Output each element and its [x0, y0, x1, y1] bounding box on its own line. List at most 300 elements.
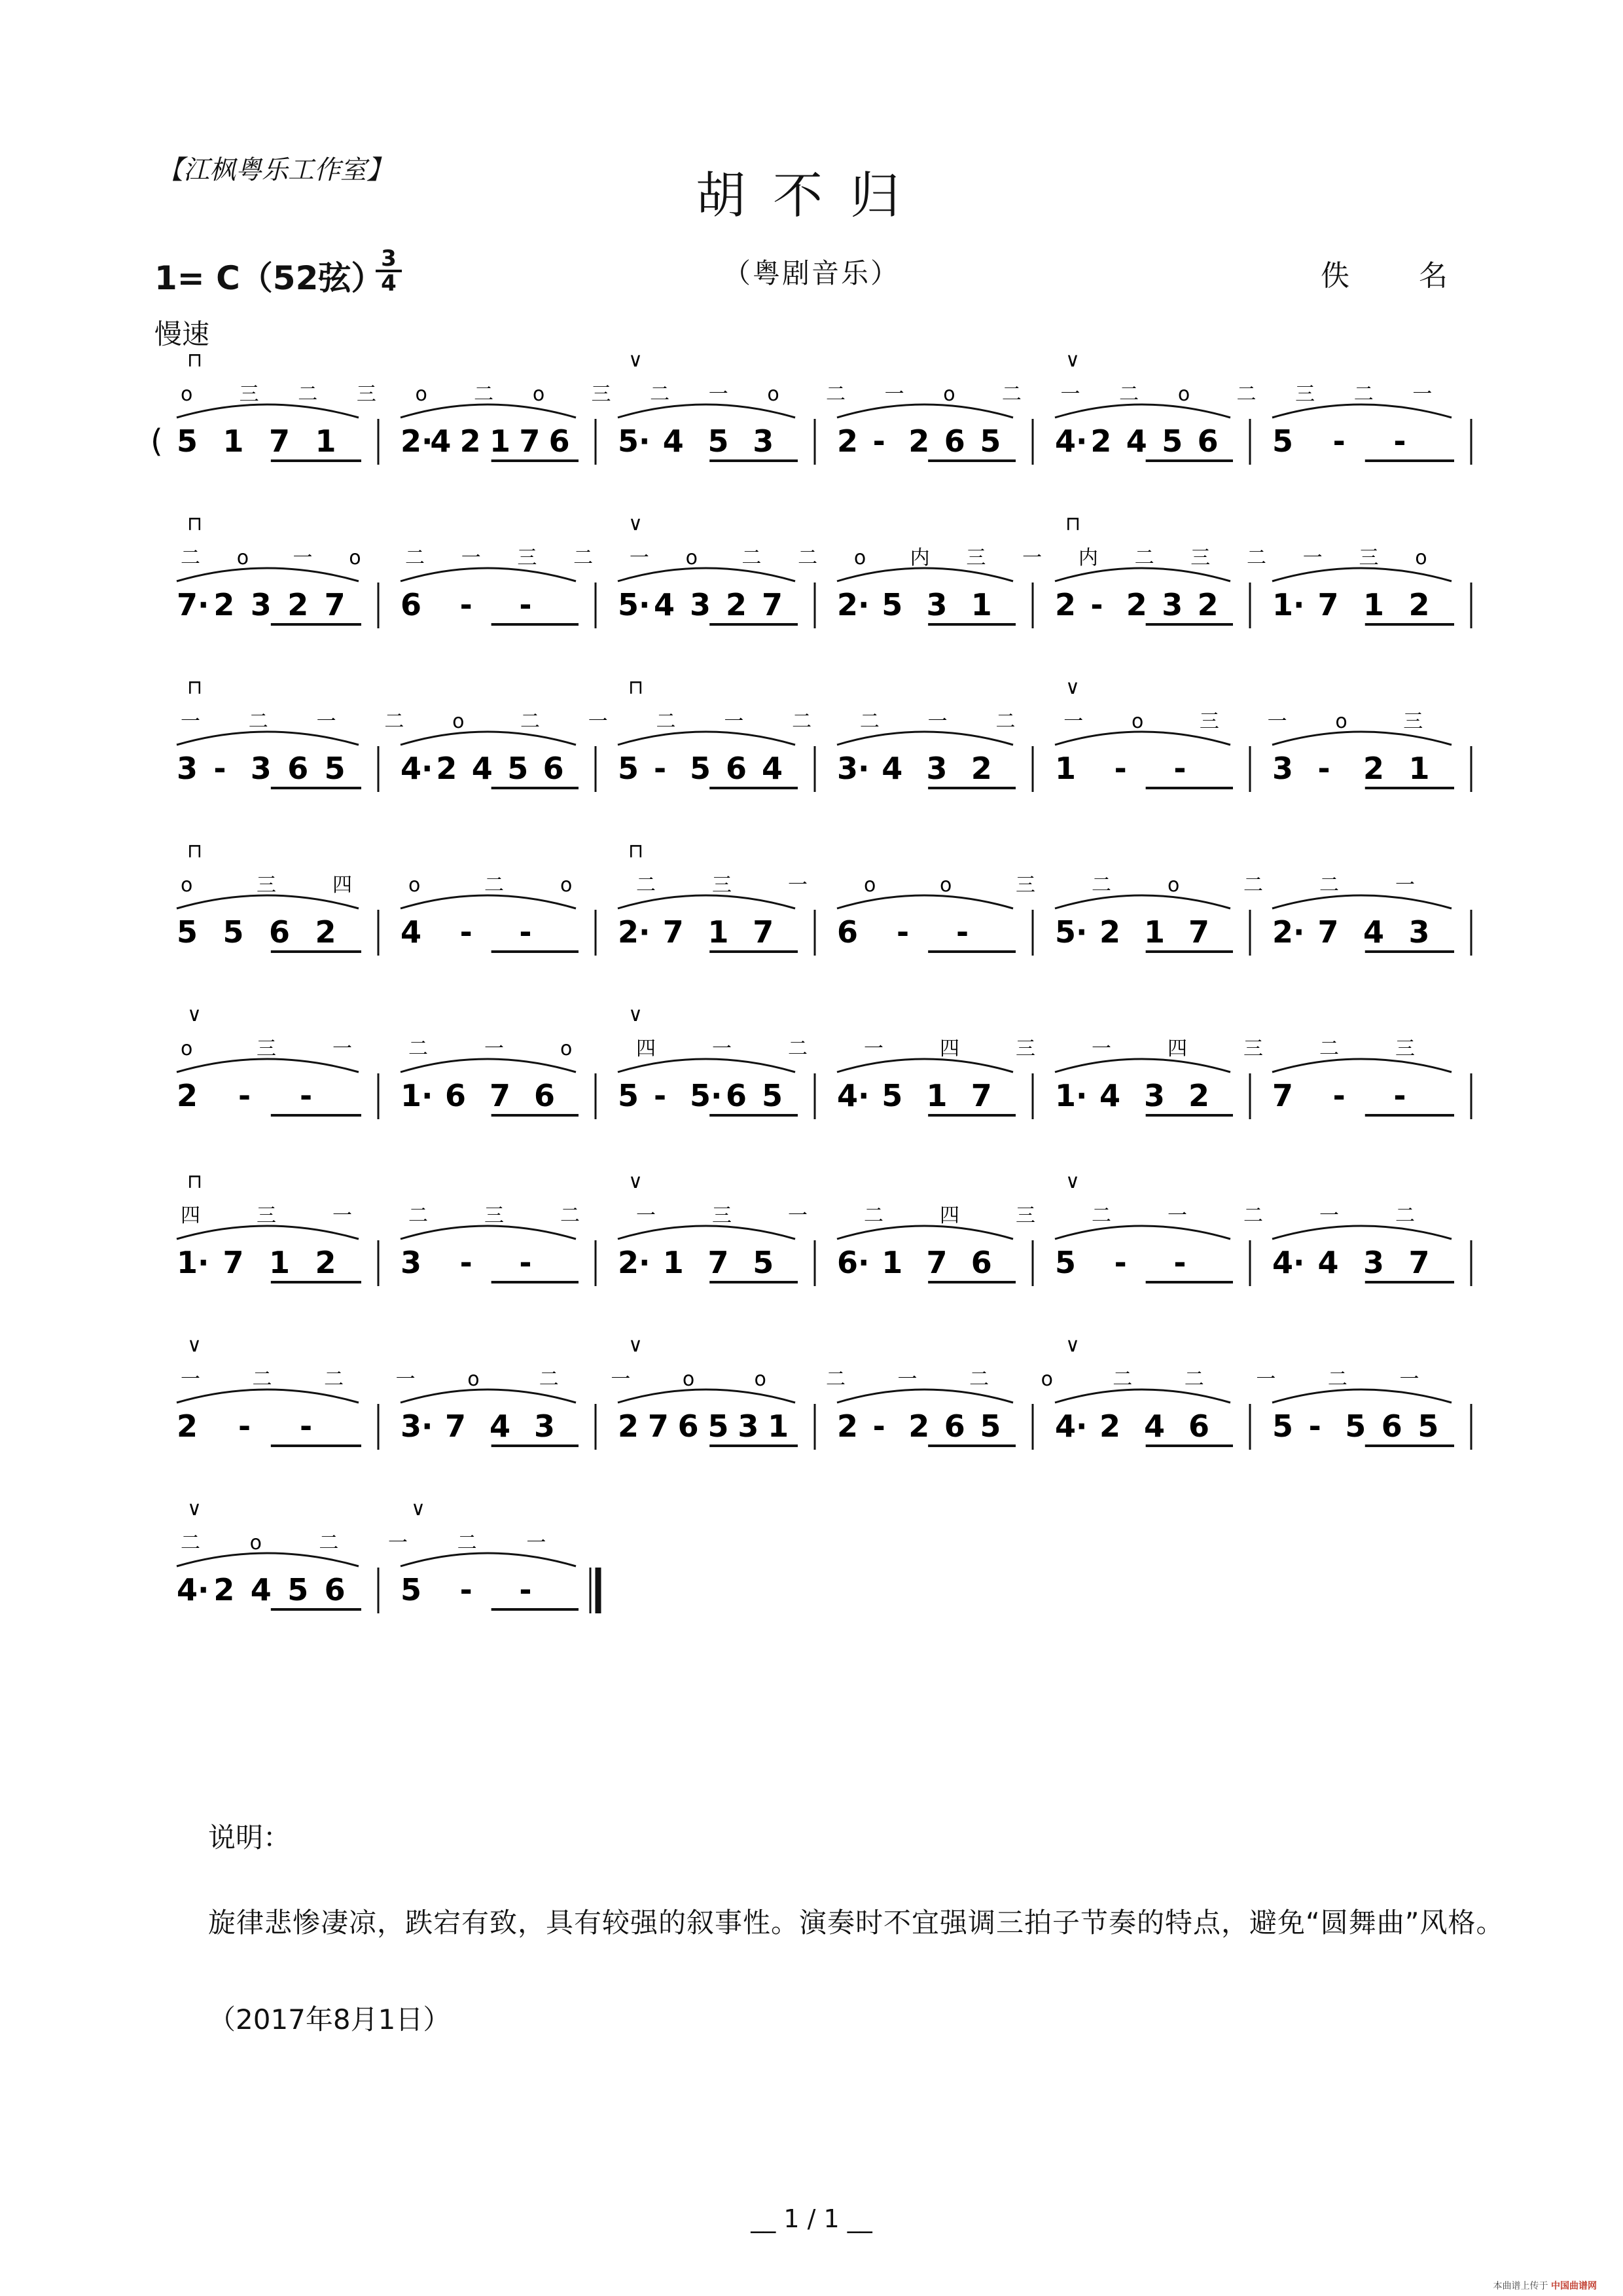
fingering-mark: 四 — [332, 874, 352, 897]
jianpu-note: 6 — [971, 1245, 992, 1280]
jianpu-note: 4 — [250, 1572, 272, 1607]
fingering-mark: o — [349, 547, 361, 569]
slur — [177, 895, 359, 908]
jianpu-note: 4 — [471, 751, 493, 786]
jianpu-note: 2 — [1055, 587, 1077, 622]
slur — [177, 1390, 359, 1403]
fingering-mark: 三 — [1243, 1037, 1263, 1060]
jianpu-note: 7 — [753, 914, 774, 950]
fingering-mark: 二 — [636, 874, 656, 897]
slur — [1272, 732, 1452, 745]
bowing-mark: ∨ — [411, 1498, 425, 1520]
slur — [1055, 404, 1230, 418]
jianpu-note: 2 — [213, 1572, 235, 1607]
jianpu-note: 2 — [1099, 914, 1121, 950]
jianpu-note: 6 — [1381, 1408, 1402, 1444]
fingering-mark: 三 — [1190, 547, 1211, 569]
fingering-mark: 二 — [1319, 1037, 1339, 1060]
jianpu-note: 1 — [1144, 914, 1166, 950]
fingering-mark: 三 — [1395, 1037, 1415, 1060]
fingering-mark: 二 — [408, 1037, 428, 1060]
fingering-mark: 二 — [1092, 1204, 1111, 1227]
fingering-mark: 二 — [1319, 874, 1339, 897]
fingering-mark: 一 — [461, 547, 481, 569]
jianpu-note: - — [238, 1078, 251, 1113]
fingering-mark: 二 — [826, 383, 846, 406]
fingering-mark: 二 — [248, 710, 268, 733]
slur — [837, 1059, 1013, 1072]
fingering-mark: o — [682, 1368, 695, 1391]
fingering-mark: 一 — [788, 1204, 808, 1227]
jianpu-note: 2 — [1188, 1078, 1210, 1113]
fingering-mark: o — [452, 710, 465, 733]
fingering-mark: 二 — [520, 710, 540, 733]
slur — [1272, 404, 1452, 418]
jianpu-note: - — [1332, 1078, 1346, 1113]
jianpu-note: 3 — [1363, 1245, 1385, 1280]
slur — [401, 732, 576, 745]
jianpu-note: 2 — [1099, 1408, 1121, 1444]
fingering-mark: 二 — [1119, 383, 1139, 406]
fingering-mark: 二 — [1243, 874, 1263, 897]
fingering-mark: o — [1132, 710, 1144, 733]
fingering-mark: 二 — [1327, 1368, 1347, 1391]
fingering-mark: 二 — [457, 1532, 477, 1554]
fingering-mark: 三 — [1016, 1204, 1035, 1227]
song-subtitle: （粤剧音乐） — [722, 257, 900, 289]
jianpu-note: 5 — [753, 1245, 774, 1280]
song-title: 胡不归 — [696, 166, 927, 224]
jianpu-note: 7· — [177, 587, 209, 622]
slur — [837, 568, 1013, 581]
jianpu-note: 4 — [1317, 1245, 1339, 1280]
fingering-mark: 二 — [319, 1532, 339, 1554]
jianpu-note: 2· — [618, 914, 651, 950]
fingering-mark: o — [1415, 547, 1427, 569]
fingering-mark: 一 — [1022, 547, 1043, 569]
fingering-mark: 三 — [1359, 547, 1379, 569]
jianpu-note: - — [1393, 1078, 1406, 1113]
fingering-mark: 三 — [1403, 710, 1423, 733]
jianpu-note: 5 — [980, 1408, 1001, 1444]
fingering-mark: 二 — [741, 547, 762, 569]
fingering-mark: o — [532, 383, 545, 406]
fingering-mark: 一 — [1092, 1037, 1111, 1060]
jianpu-note: 6 — [534, 1078, 556, 1113]
jianpu-note: 2 — [315, 1245, 336, 1280]
slur — [1055, 1390, 1230, 1403]
jianpu-note: - — [1114, 751, 1127, 786]
jianpu-note: 6 — [401, 587, 422, 622]
slur — [1055, 568, 1230, 581]
fingering-mark: 四 — [940, 1204, 959, 1227]
jianpu-note: 7 — [519, 423, 541, 459]
slur — [177, 568, 359, 581]
jianpu-note: 5 — [1055, 1245, 1077, 1280]
jianpu-note: 1 — [707, 914, 729, 950]
fingering-mark: 二 — [1236, 383, 1257, 406]
jianpu-note: 7 — [223, 1245, 244, 1280]
slur — [401, 895, 576, 908]
jianpu-note: 2· — [1272, 914, 1305, 950]
jianpu-note: 3· — [401, 1408, 433, 1444]
watermark — [1493, 2279, 1597, 2292]
jianpu-note: 5 — [690, 751, 711, 786]
fingering-mark: 一 — [708, 383, 728, 406]
slur — [1272, 1059, 1452, 1072]
bowing-mark: ⊓ — [187, 840, 203, 863]
fingering-mark: 一 — [1319, 1204, 1339, 1227]
jianpu-note: 7 — [762, 587, 783, 622]
slur — [1055, 1226, 1230, 1239]
jianpu-note: - — [519, 1245, 532, 1280]
fingering-mark: 三 — [712, 1204, 732, 1227]
jianpu-note: - — [1114, 1245, 1127, 1280]
jianpu-note: 2 — [459, 423, 481, 459]
jianpu-note: 2 — [908, 1408, 930, 1444]
fingering-mark: 二 — [474, 383, 494, 406]
jianpu-note: 2· — [837, 587, 870, 622]
fingering-mark: 三 — [1199, 710, 1219, 733]
jianpu-note: 7 — [490, 1078, 511, 1113]
tempo-marking: 慢速 — [154, 318, 210, 350]
fingering-mark: 一 — [1060, 383, 1080, 406]
fingering-mark: 二 — [1184, 1368, 1204, 1391]
bowing-mark: ⊓ — [628, 840, 644, 863]
jianpu-note: 4· — [1272, 1245, 1305, 1280]
jianpu-note: 5· — [1055, 914, 1088, 950]
fingering-mark: 二 — [798, 547, 818, 569]
jianpu-note: 5 — [707, 1408, 729, 1444]
fingering-mark: o — [1168, 874, 1180, 897]
jianpu-note: 2 — [1363, 751, 1385, 786]
jianpu-note: - — [300, 1078, 313, 1113]
jianpu-note: 5 — [618, 751, 639, 786]
jianpu-note: 1 — [926, 1078, 948, 1113]
jianpu-note: 4· — [1055, 1408, 1088, 1444]
jianpu-note: 2 — [618, 1408, 639, 1444]
slur — [1055, 1059, 1230, 1072]
jianpu-note: 2· — [401, 423, 433, 459]
fingering-mark: 一 — [293, 547, 313, 569]
jianpu-note: 2 — [213, 587, 235, 622]
slur — [618, 732, 795, 745]
slur — [1055, 732, 1230, 745]
fingering-mark: 二 — [1092, 874, 1111, 897]
fingering-mark: o — [249, 1532, 262, 1554]
key-signature: 1= C（52弦） — [154, 259, 384, 297]
fingering-mark: 二 — [788, 1037, 808, 1060]
jianpu-note: 2 — [837, 423, 859, 459]
slur — [401, 1226, 576, 1239]
jianpu-note: 7 — [662, 914, 684, 950]
fingering-mark: 二 — [650, 383, 670, 406]
jianpu-note: 1· — [1272, 587, 1305, 622]
fingering-mark: 三 — [591, 383, 611, 406]
jianpu-note: 4 — [430, 423, 452, 459]
fingering-mark: 二 — [826, 1368, 846, 1391]
slur — [401, 568, 576, 581]
time-signature-top: 3 — [381, 245, 397, 272]
slur — [1272, 1390, 1452, 1403]
fingering-mark: 一 — [1395, 874, 1415, 897]
jianpu-note: 6 — [269, 914, 291, 950]
bowing-mark: ∨ — [1065, 1334, 1080, 1357]
fingering-mark: 一 — [316, 710, 336, 733]
fingering-mark: 三 — [1295, 383, 1315, 406]
jianpu-note: 6 — [1197, 423, 1219, 459]
jianpu-note: 6 — [1188, 1408, 1210, 1444]
slur — [1272, 895, 1452, 908]
fingering-mark: o — [853, 547, 866, 569]
bowing-mark: ⊓ — [187, 676, 203, 699]
fingering-mark: 三 — [239, 383, 259, 406]
jianpu-note: 1· — [177, 1245, 209, 1280]
jianpu-note: 6 — [726, 1078, 747, 1113]
jianpu-note: 7 — [1272, 1078, 1294, 1113]
fingering-mark: 一 — [864, 1037, 883, 1060]
jianpu-note: - — [459, 1245, 473, 1280]
jianpu-note: 5 — [707, 423, 729, 459]
jianpu-note: 2 — [177, 1408, 198, 1444]
slur — [1055, 895, 1230, 908]
jianpu-note: 7 — [1188, 914, 1210, 950]
jianpu-note: 1· — [1055, 1078, 1088, 1113]
jianpu-note: 1 — [269, 1245, 291, 1280]
jianpu-note: 2 — [971, 751, 992, 786]
jianpu-note: 5 — [762, 1078, 783, 1113]
jianpu-note: - — [459, 1572, 473, 1607]
bowing-mark: ∨ — [187, 1334, 202, 1357]
slur — [837, 404, 1013, 418]
jianpu-note: 5· — [618, 423, 651, 459]
fingering-mark: 一 — [1412, 383, 1433, 406]
fingering-mark: 三 — [966, 547, 986, 569]
jianpu-note: 6 — [287, 751, 309, 786]
fingering-mark: 一 — [724, 710, 744, 733]
fingering-mark: 一 — [712, 1037, 732, 1060]
fingering-mark: o — [943, 383, 955, 406]
fingering-mark: 二 — [539, 1368, 559, 1391]
jianpu-note: 3 — [1162, 587, 1183, 622]
fingering-mark: 一 — [1302, 547, 1323, 569]
slur — [177, 1059, 359, 1072]
fingering-mark: 二 — [969, 1368, 990, 1391]
fingering-mark: 二 — [1395, 1204, 1415, 1227]
fingering-mark: 二 — [298, 383, 318, 406]
fingering-mark: o — [181, 383, 193, 406]
jianpu-note: 3 — [250, 587, 272, 622]
fingering-mark: 一 — [611, 1368, 631, 1391]
jianpu-note: - — [872, 1408, 885, 1444]
jianpu-note: 5 — [177, 914, 198, 950]
jianpu-note: 5· — [618, 587, 651, 622]
jianpu-note: 1 — [1408, 751, 1430, 786]
bowing-mark: ⊓ — [187, 512, 203, 535]
jianpu-note: 5 — [1418, 1408, 1439, 1444]
fingering-mark: 二 — [181, 547, 200, 569]
jianpu-note: - — [654, 751, 667, 786]
fingering-mark: o — [415, 383, 427, 406]
fingering-mark: 一 — [181, 710, 200, 733]
slur — [618, 895, 795, 908]
fingering-mark: 三 — [257, 1204, 276, 1227]
jianpu-note: 5 — [507, 751, 529, 786]
fingering-mark: 三 — [712, 874, 732, 897]
jianpu-note: 3 — [753, 423, 774, 459]
jianpu-note: 6 — [548, 423, 570, 459]
jianpu-note: 3 — [1144, 1078, 1166, 1113]
fingering-mark: 二 — [792, 710, 812, 733]
fingering-mark: o — [864, 874, 876, 897]
fingering-mark: 二 — [573, 547, 594, 569]
slur — [618, 1390, 795, 1403]
slur — [1272, 568, 1452, 581]
jianpu-note: 1 — [223, 423, 244, 459]
slur — [1272, 1226, 1452, 1239]
fingering-mark: 二 — [408, 1204, 428, 1227]
jianpu-note: 7 — [1317, 914, 1339, 950]
jianpu-note: 2 — [287, 587, 309, 622]
jianpu-note: 1· — [401, 1078, 433, 1113]
jianpu-note: 3 — [926, 751, 948, 786]
jianpu-note: 5 — [1162, 423, 1183, 459]
bowing-mark: ∨ — [187, 1003, 202, 1026]
fingering-mark: o — [181, 874, 193, 897]
slur — [837, 1390, 1013, 1403]
jianpu-note: 1 — [490, 423, 511, 459]
jianpu-note: 7 — [445, 1408, 467, 1444]
fingering-mark: 二 — [181, 1532, 200, 1554]
fingering-mark: 一 — [1267, 710, 1287, 733]
jianpu-note: - — [238, 1408, 251, 1444]
slur — [177, 1226, 359, 1239]
fingering-mark: 内 — [910, 547, 930, 569]
jianpu-note: - — [654, 1078, 667, 1113]
jianpu-note: 1 — [315, 423, 336, 459]
slur — [837, 895, 1013, 908]
jianpu-note: 3 — [401, 1245, 422, 1280]
fingering-mark: 二 — [859, 710, 880, 733]
fingering-mark: 一 — [484, 1037, 504, 1060]
fingering-mark: 一 — [332, 1204, 352, 1227]
jianpu-note: - — [1308, 1408, 1321, 1444]
watermark-site: 中国曲谱网 — [1551, 2281, 1597, 2291]
slur — [401, 1390, 576, 1403]
fingering-mark: 二 — [1134, 547, 1154, 569]
jianpu-note: 1 — [768, 1408, 789, 1444]
jianpu-note: 2· — [618, 1245, 651, 1280]
jianpu-note: - — [1173, 1245, 1186, 1280]
fingering-mark: o — [236, 547, 249, 569]
fingering-mark: 一 — [1063, 710, 1084, 733]
fingering-mark: 二 — [560, 1204, 580, 1227]
fingering-mark: 一 — [395, 1368, 416, 1391]
jianpu-note: 3 — [1408, 914, 1430, 950]
jianpu-note: 4 — [490, 1408, 511, 1444]
jianpu-note: 5 — [324, 751, 346, 786]
fingering-mark: 二 — [1243, 1204, 1263, 1227]
jianpu-note: - — [1317, 751, 1330, 786]
jianpu-note: 1 — [882, 1245, 903, 1280]
fingering-mark: 三 — [1016, 1037, 1035, 1060]
jianpu-note: 2 — [1090, 423, 1112, 459]
jianpu-note: 6 — [944, 1408, 965, 1444]
jianpu-note: 6· — [837, 1245, 870, 1280]
fingering-mark: 一 — [788, 874, 808, 897]
bowing-mark: ⊓ — [187, 349, 203, 372]
jianpu-note: - — [1090, 587, 1103, 622]
bowing-mark: ⊓ — [187, 1170, 203, 1193]
fingering-mark: 二 — [1247, 547, 1267, 569]
jianpu-note: 4 — [401, 914, 422, 950]
bowing-mark: ∨ — [628, 1003, 643, 1026]
jianpu-note: 7 — [707, 1245, 729, 1280]
jianpu-note: 7 — [1408, 1245, 1430, 1280]
jianpu-note: 6 — [837, 914, 859, 950]
jianpu-note: 3 — [1272, 751, 1294, 786]
jianpu-note: 1 — [971, 587, 992, 622]
jianpu-note: 4 — [882, 751, 903, 786]
jianpu-note: 2 — [908, 423, 930, 459]
jianpu-note: 2 — [315, 914, 336, 950]
fingering-mark: 三 — [484, 1204, 504, 1227]
jianpu-note: 2 — [726, 587, 747, 622]
jianpu-note: 2 — [436, 751, 457, 786]
fingering-mark: 三 — [257, 1037, 276, 1060]
slur — [618, 568, 795, 581]
bowing-mark: ∨ — [628, 349, 643, 372]
slur — [177, 404, 359, 418]
watermark-prefix: 本曲谱上传于 — [1493, 2281, 1548, 2291]
jianpu-note: 4 — [1144, 1408, 1166, 1444]
jianpu-note: 4 — [1099, 1078, 1121, 1113]
jianpu-note: 7 — [324, 587, 346, 622]
jianpu-note: 7 — [1317, 587, 1339, 622]
jianpu-note: 4· — [1055, 423, 1088, 459]
jianpu-note: 6 — [677, 1408, 699, 1444]
slur — [618, 1059, 795, 1072]
fingering-mark: 一 — [588, 710, 608, 733]
fingering-mark: o — [940, 874, 952, 897]
jianpu-note: 7 — [269, 423, 291, 459]
jianpu-note: 1 — [1055, 751, 1077, 786]
fingering-mark: 二 — [404, 547, 425, 569]
jianpu-note: - — [956, 914, 969, 950]
fingering-mark: o — [467, 1368, 480, 1391]
slur — [618, 1226, 795, 1239]
fingering-mark: 二 — [1353, 383, 1374, 406]
bowing-mark: ∨ — [1065, 1170, 1080, 1193]
jianpu-note: 2 — [1408, 587, 1430, 622]
jianpu-note: - — [459, 914, 473, 950]
jianpu-note: - — [897, 914, 910, 950]
fingering-mark: o — [754, 1368, 766, 1391]
fingering-mark: 一 — [388, 1532, 408, 1554]
notes-date: （2017年8月1日） — [208, 2003, 451, 2036]
fingering-mark: 二 — [484, 874, 504, 897]
fingering-mark: 一 — [629, 547, 649, 569]
slur — [401, 1059, 576, 1072]
jianpu-note: 3 — [177, 751, 198, 786]
fingering-mark: 四 — [181, 1204, 200, 1227]
jianpu-note: 6 — [324, 1572, 346, 1607]
fingering-mark: o — [560, 874, 573, 897]
jianpu-note: - — [1393, 423, 1406, 459]
page-number: __ 1 / 1 __ — [751, 2204, 872, 2233]
fingering-mark: 一 — [927, 710, 948, 733]
fingering-mark: o — [1041, 1368, 1054, 1391]
